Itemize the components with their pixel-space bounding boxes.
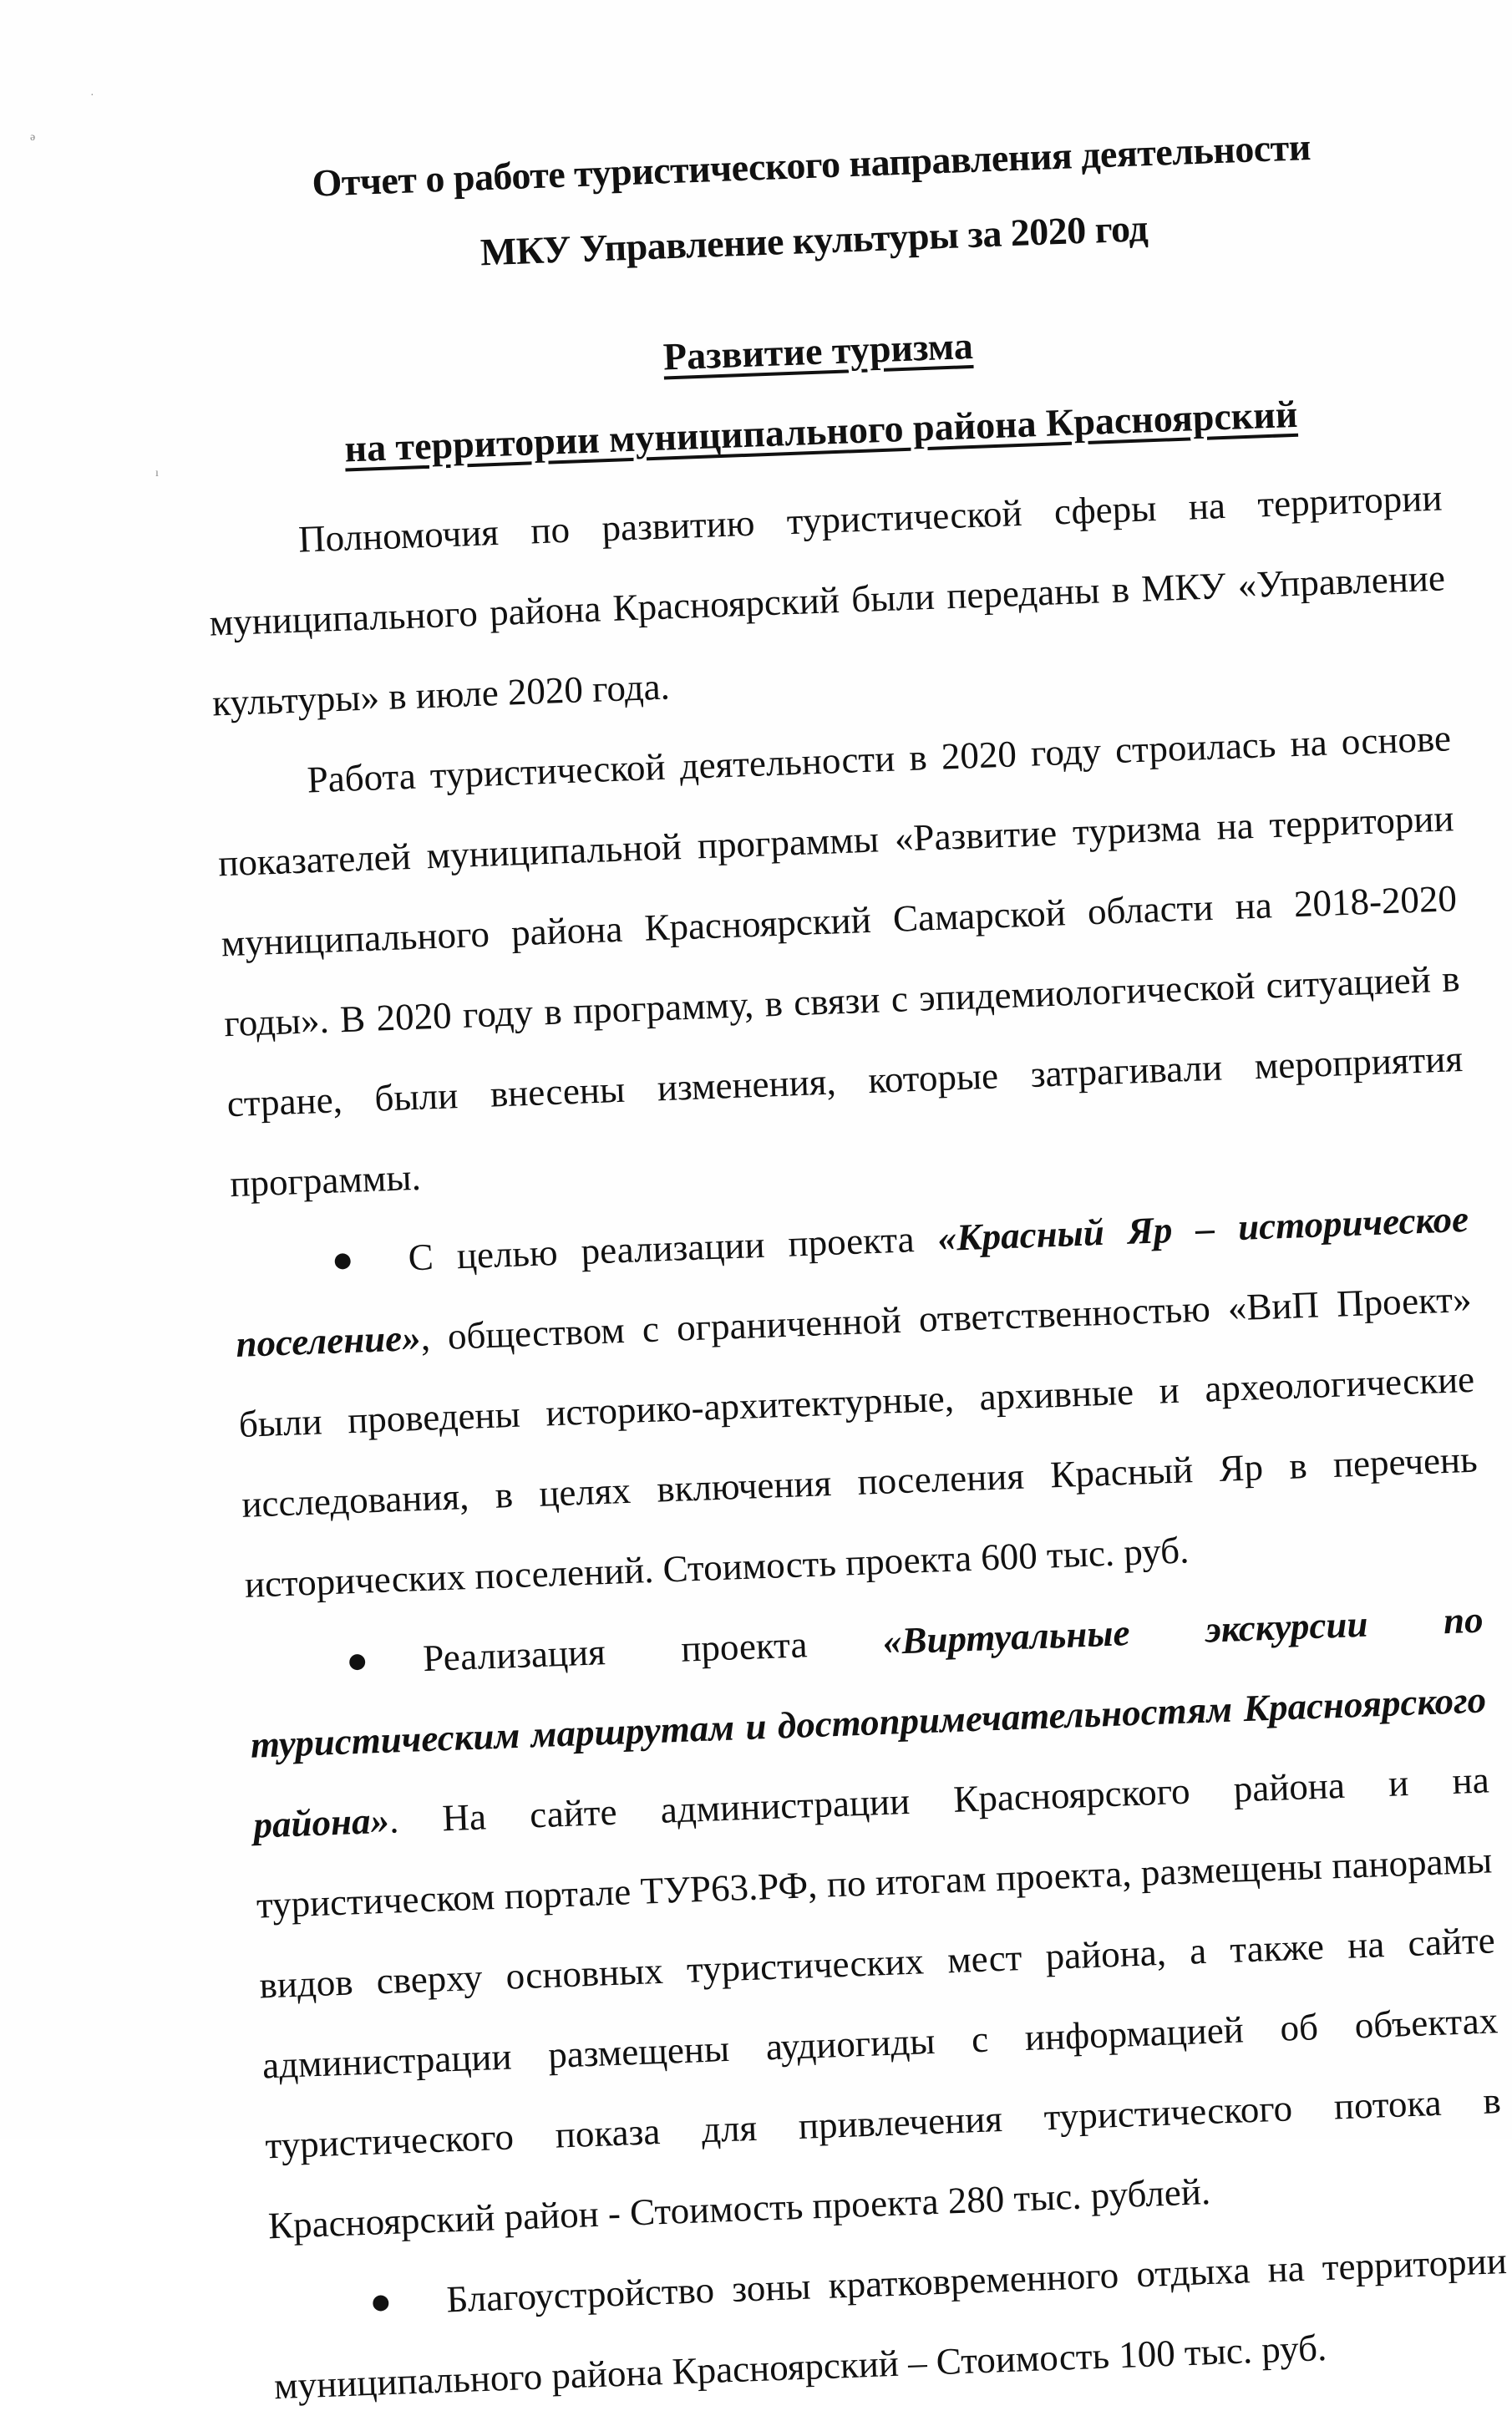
list-item-text: Реализация проекта (422, 1620, 884, 1680)
scan-artifact: ə (30, 131, 36, 144)
list-item-text: Благоустройство зоны кратковременного отдыха на территории муниципального района Красноярский – Стоимость 100 тыс. руб. (273, 2240, 1508, 2408)
paragraph-program-basis: Работа туристической деятельности в 2020 году строилась на основе показателей муниципальной программы «Развитие туризма на территории муниципального района Красноярский Самарской области на 2018-2020 годы». В 2020 году в программу, в связи с эпидемиологической ситуацией в стране, были внесены изменения, которые затрагивали мероприятия программы. (217, 717, 1464, 1205)
document-body (192, 105, 1511, 2426)
document-title-line: Отчет о работе туристического направления деятельности (311, 124, 1312, 205)
bullet-icon: ● (345, 1639, 369, 1682)
project-name: «Виртуальные экскурсии по туристическим маршрутам и достопримечательностям Красноярского района» (250, 1598, 1487, 1846)
project-name: «Красный Яр – историческое поселение» (235, 1197, 1469, 1366)
scan-artifact: ı (155, 467, 159, 480)
paragraph-authority-transfer: Полномочия по развитию туристической сферы на территории муниципального района Красноярский были переданы в МКУ «Управление культуры» в июле 2020 года. (208, 476, 1446, 724)
projects-list (231, 1179, 1511, 2426)
scan-artifact: · (90, 89, 94, 102)
bullet-icon: ● (330, 1238, 355, 1281)
list-item-krasny-yar (231, 1179, 1482, 1625)
bullet-icon: ● (368, 2280, 393, 2322)
list-item-text: . На сайте администрации Красноярского района и на туристическом портале ТУР63.РФ, по итогам проекта, размещены панорамы видов сверху основных туристических мест района, а также на сайте администрации размещены аудиогиды с информацией об объектах туристического показа для привлечения туристического потока в Красноярский район - Стоимость проекта 280 тыс. рублей. (256, 1759, 1502, 2247)
list-item-virtual-tours (246, 1580, 1505, 2266)
section-heading-text: на территории муниципального района Красноярский (343, 392, 1299, 470)
list-item-text: С целью реализации проекта (407, 1217, 939, 1279)
document-title-line: МКУ Управление культуры за 2020 год (479, 206, 1149, 274)
section-heading-text: Развитие туризма (662, 323, 974, 378)
document-title (192, 105, 1433, 301)
list-item-text: , обществом с ограниченной ответственностью «ВиП Проект» были проведены историко-архитектурные, архивные и археологические исследования, в целях включения поселения Красный Яр в перечень исторических поселений. Стоимость проекта 600 тыс. руб. (238, 1277, 1479, 1606)
